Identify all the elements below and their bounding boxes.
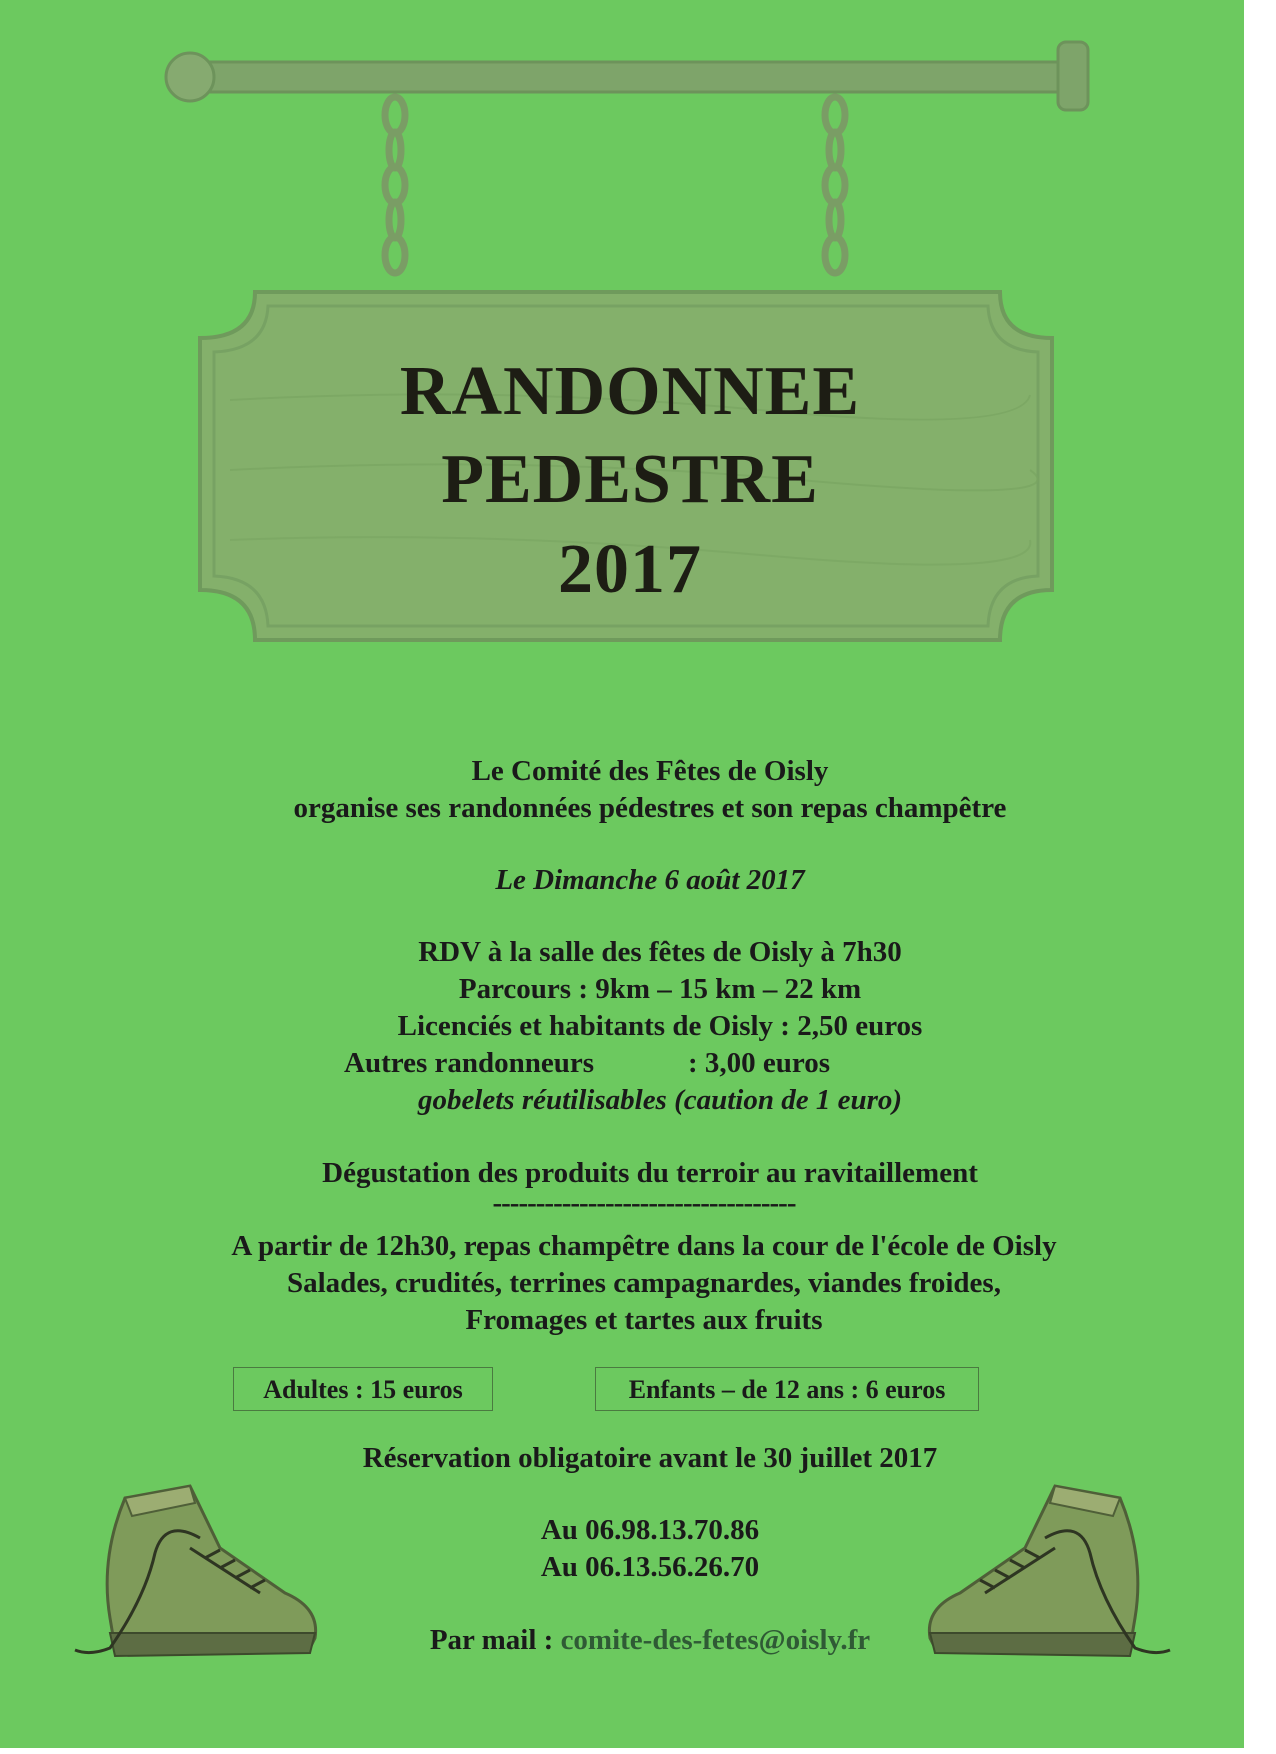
rdv-line: RDV à la salle des fêtes de Oisly à 7h30 (418, 936, 902, 968)
parcours-line: Parcours : 9km – 15 km – 22 km (458, 973, 862, 1005)
sign-title-line2: PEDESTRE (441, 441, 819, 518)
reservation-line: Réservation obligatoire avant le 30 juillet 2017 (362, 1442, 938, 1474)
phone-1: Au 06.98.13.70.86 (540, 1514, 760, 1546)
phone-2: Au 06.13.56.26.70 (540, 1551, 760, 1583)
adult-price-box: Adultes : 15 euros (233, 1367, 493, 1411)
separator-line: ----------------------------------- (492, 1187, 796, 1219)
meal-line1: A partir de 12h30, repas champêtre dans la cour de l'école de Oisly (231, 1230, 1057, 1262)
child-price-box: Enfants – de 12 ans : 6 euros (595, 1367, 979, 1411)
meal-line3: Fromages et tartes aux fruits (465, 1304, 823, 1336)
intro-organizer: Le Comité des Fêtes de Oisly (471, 755, 829, 787)
mail-address[interactable]: comite-des-fetes@oisly.fr (560, 1624, 871, 1656)
autres-price: : 3,00 euros (688, 1047, 831, 1079)
hiking-boot-icon (70, 1478, 340, 1668)
sign-title-line1: RANDONNEE (399, 353, 861, 430)
licencies-price: Licenciés et habitants de Oisly : 2,50 euros (397, 1010, 923, 1042)
gobelets-note: gobelets réutilisables (caution de 1 euro) (417, 1084, 903, 1116)
event-date: Le Dimanche 6 août 2017 (495, 864, 805, 896)
autres-label: Autres randonneurs (344, 1047, 595, 1079)
intro-description: organise ses randonnées pédestres et son repas champêtre (293, 792, 1007, 824)
sign-title-year: 2017 (558, 531, 702, 608)
hiking-boot-icon (905, 1478, 1205, 1668)
degustation-line: Dégustation des produits du terroir au ravitaillement (322, 1157, 978, 1189)
mail-label: Par mail : (429, 1624, 561, 1656)
meal-line2: Salades, crudités, terrines campagnardes, viandes froides, (287, 1267, 1001, 1299)
